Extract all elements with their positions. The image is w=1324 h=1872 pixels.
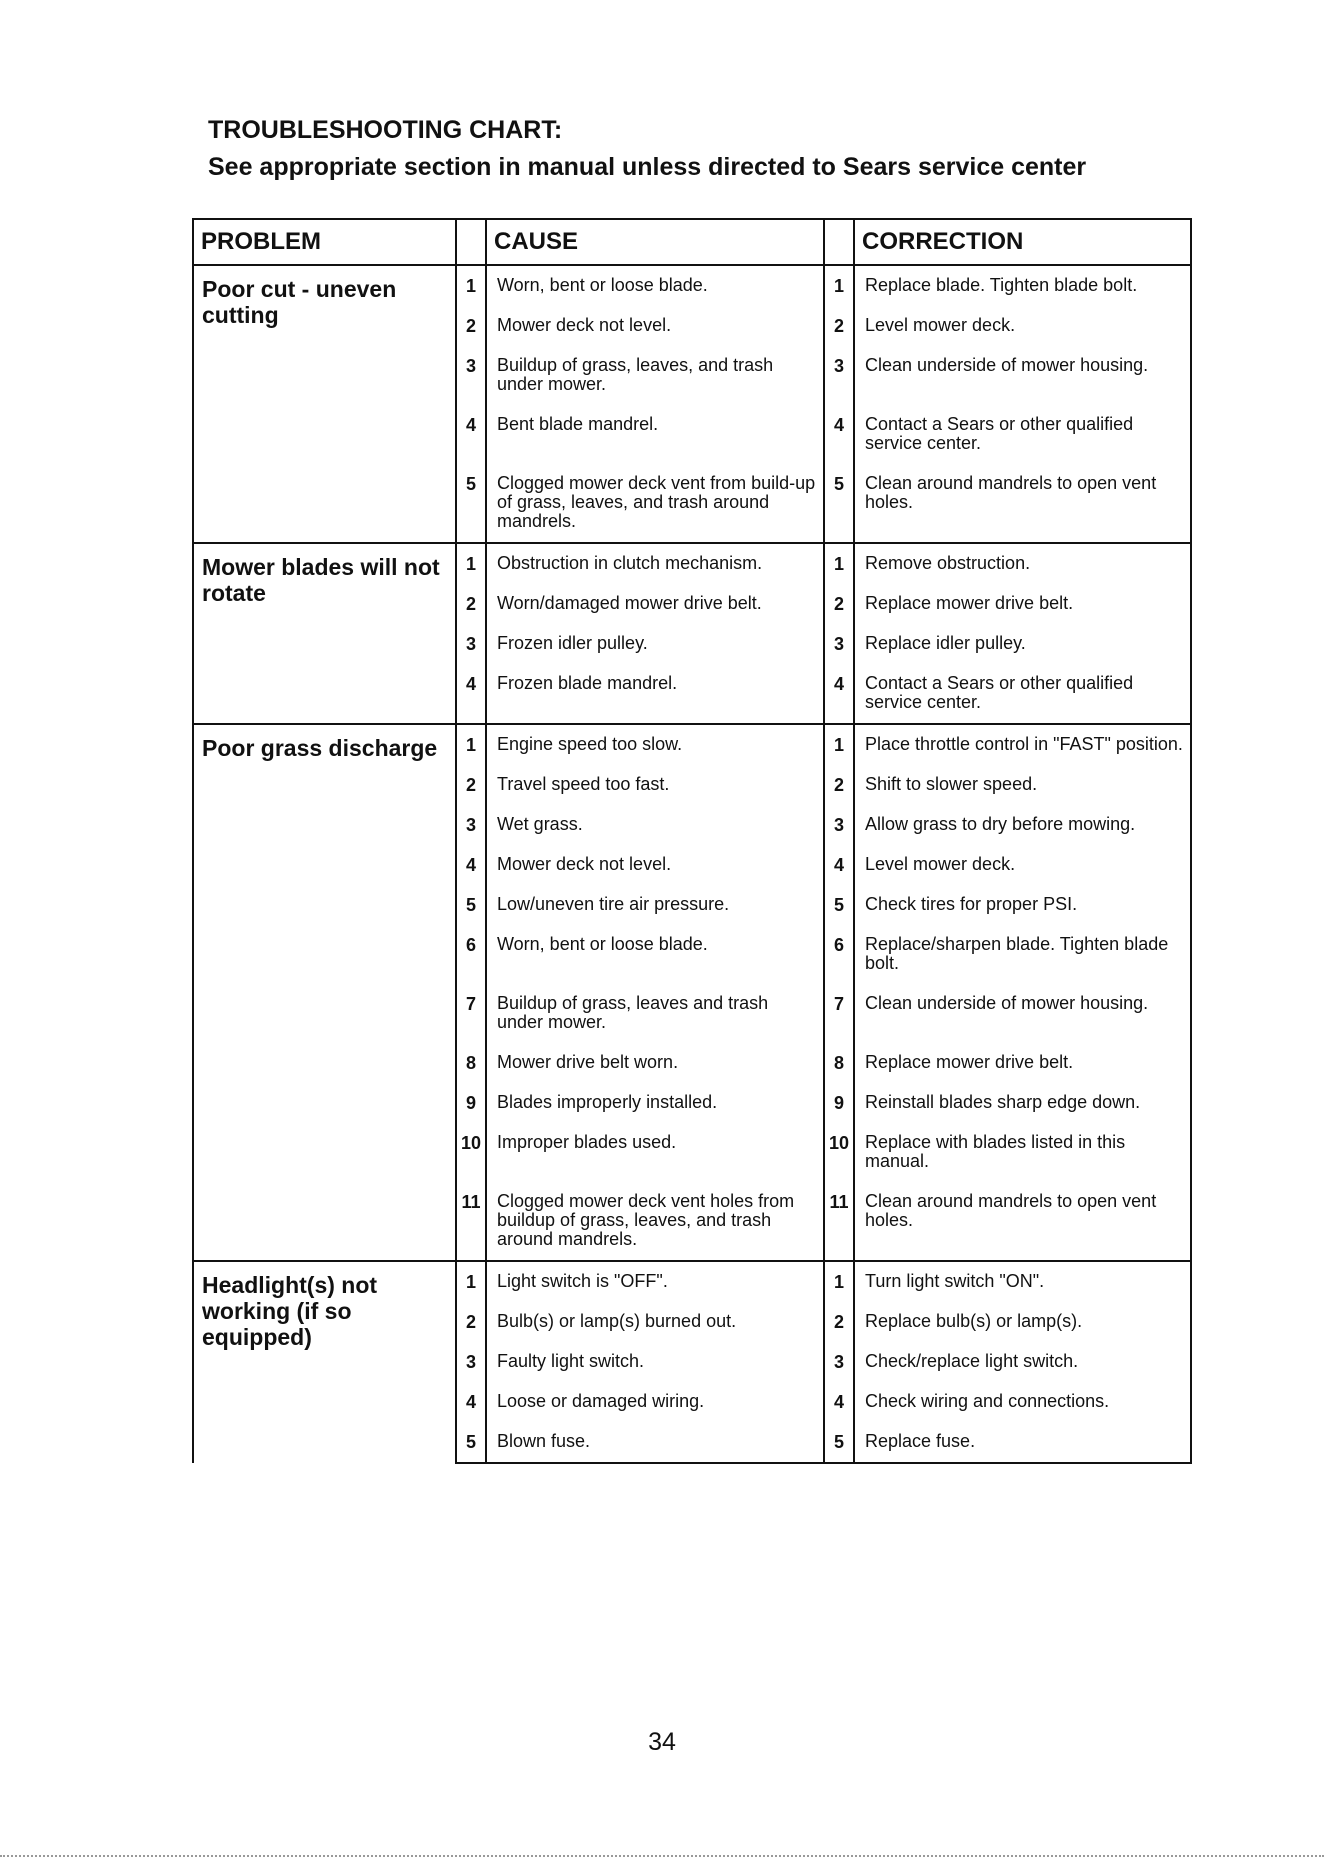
- scan-edge-noise: [0, 1855, 1324, 1857]
- correction-number: 11: [824, 1182, 854, 1261]
- correction-number: 3: [824, 346, 854, 405]
- correction-text: Check tires for proper PSI.: [854, 885, 1191, 925]
- cause-number: 7: [456, 984, 486, 1043]
- cause-number: 2: [456, 584, 486, 624]
- cause-text: Loose or damaged wiring.: [486, 1382, 824, 1422]
- cause-number: 2: [456, 765, 486, 805]
- cause-text: Clogged mower deck vent holes from buildup of grass, leaves, and trash around mandrels.: [486, 1182, 824, 1261]
- cause-text: Buildup of grass, leaves and trash under mower.: [486, 984, 824, 1043]
- cause-number: 1: [456, 1261, 486, 1302]
- cause-number: 5: [456, 464, 486, 543]
- correction-number: 10: [824, 1123, 854, 1182]
- header-cause: CAUSE: [486, 219, 824, 265]
- header-correction-number: [824, 219, 854, 265]
- correction-number: 9: [824, 1083, 854, 1123]
- cause-number: 4: [456, 845, 486, 885]
- correction-number: 5: [824, 1422, 854, 1463]
- cause-text: Blades improperly installed.: [486, 1083, 824, 1123]
- correction-number: 1: [824, 1261, 854, 1302]
- cause-text: Mower deck not level.: [486, 306, 824, 346]
- cause-text: Wet grass.: [486, 805, 824, 845]
- cause-number: 3: [456, 805, 486, 845]
- correction-number: 1: [824, 543, 854, 584]
- cause-number: 1: [456, 265, 486, 306]
- correction-number: 8: [824, 1043, 854, 1083]
- cause-number: 1: [456, 543, 486, 584]
- cause-number: 4: [456, 664, 486, 724]
- problem-cell: Poor cut - uneven cutting: [193, 265, 456, 543]
- problem-cell: Mower blades will not rotate: [193, 543, 456, 724]
- cause-text: Worn, bent or loose blade.: [486, 925, 824, 984]
- cause-text: Improper blades used.: [486, 1123, 824, 1182]
- cause-text: Blown fuse.: [486, 1422, 824, 1463]
- correction-number: 2: [824, 306, 854, 346]
- problem-cell: Headlight(s) not working (if so equipped): [193, 1261, 456, 1463]
- correction-number: 2: [824, 1302, 854, 1342]
- cause-number: 9: [456, 1083, 486, 1123]
- correction-number: 4: [824, 845, 854, 885]
- table-row: [193, 724, 1191, 765]
- correction-text: Place throttle control in "FAST" position.: [854, 724, 1191, 765]
- cause-text: Light switch is "OFF".: [486, 1261, 824, 1302]
- cause-number: 8: [456, 1043, 486, 1083]
- cause-text: Buildup of grass, leaves, and trash under mower.: [486, 346, 824, 405]
- table-body: [193, 265, 1191, 1463]
- cause-text: Bulb(s) or lamp(s) burned out.: [486, 1302, 824, 1342]
- correction-number: 1: [824, 724, 854, 765]
- cause-number: 4: [456, 1382, 486, 1422]
- troubleshooting-table: [192, 218, 1192, 1464]
- cause-text: Worn, bent or loose blade.: [486, 265, 824, 306]
- correction-number: 5: [824, 464, 854, 543]
- cause-number: 4: [456, 405, 486, 464]
- table-row: [193, 543, 1191, 584]
- correction-text: Check/replace light switch.: [854, 1342, 1191, 1382]
- correction-text: Replace blade. Tighten blade bolt.: [854, 265, 1191, 306]
- cause-number: 11: [456, 1182, 486, 1261]
- correction-text: Check wiring and connections.: [854, 1382, 1191, 1422]
- cause-text: Faulty light switch.: [486, 1342, 824, 1382]
- correction-text: Replace/sharpen blade. Tighten blade bolt.: [854, 925, 1191, 984]
- correction-number: 6: [824, 925, 854, 984]
- cause-number: 2: [456, 1302, 486, 1342]
- correction-text: Level mower deck.: [854, 845, 1191, 885]
- table-row: [193, 265, 1191, 306]
- page-subtitle: See appropriate section in manual unless directed to Sears service center: [208, 153, 1087, 181]
- correction-text: Contact a Sears or other qualified service center.: [854, 664, 1191, 724]
- cause-number: 1: [456, 724, 486, 765]
- correction-text: Shift to slower speed.: [854, 765, 1191, 805]
- cause-number: 3: [456, 1342, 486, 1382]
- correction-number: 2: [824, 765, 854, 805]
- cause-number: 3: [456, 346, 486, 405]
- cause-text: Worn/damaged mower drive belt.: [486, 584, 824, 624]
- correction-number: 4: [824, 664, 854, 724]
- correction-number: 3: [824, 805, 854, 845]
- correction-text: Contact a Sears or other qualified service center.: [854, 405, 1191, 464]
- correction-text: Clean around mandrels to open vent holes.: [854, 1182, 1191, 1261]
- cause-text: Mower deck not level.: [486, 845, 824, 885]
- cause-number: 5: [456, 885, 486, 925]
- header-correction: CORRECTION: [854, 219, 1191, 265]
- cause-number: 6: [456, 925, 486, 984]
- problem-cell: Poor grass discharge: [193, 724, 456, 1261]
- header-problem: PROBLEM: [193, 219, 456, 265]
- correction-text: Replace bulb(s) or lamp(s).: [854, 1302, 1191, 1342]
- header-cause-number: [456, 219, 486, 265]
- correction-number: 2: [824, 584, 854, 624]
- cause-text: Engine speed too slow.: [486, 724, 824, 765]
- correction-number: 7: [824, 984, 854, 1043]
- cause-text: Frozen idler pulley.: [486, 624, 824, 664]
- cause-number: 2: [456, 306, 486, 346]
- cause-text: Obstruction in clutch mechanism.: [486, 543, 824, 584]
- cause-number: 3: [456, 624, 486, 664]
- correction-number: 5: [824, 885, 854, 925]
- correction-text: Replace mower drive belt.: [854, 1043, 1191, 1083]
- correction-number: 3: [824, 624, 854, 664]
- correction-text: Remove obstruction.: [854, 543, 1191, 584]
- cause-text: Clogged mower deck vent from build-up of grass, leaves, and trash around mandrels.: [486, 464, 824, 543]
- correction-text: Turn light switch "ON".: [854, 1261, 1191, 1302]
- correction-text: Replace mower drive belt.: [854, 584, 1191, 624]
- cause-number: 5: [456, 1422, 486, 1463]
- correction-text: Replace idler pulley.: [854, 624, 1191, 664]
- correction-text: Reinstall blades sharp edge down.: [854, 1083, 1191, 1123]
- correction-text: Allow grass to dry before mowing.: [854, 805, 1191, 845]
- cause-text: Low/uneven tire air pressure.: [486, 885, 824, 925]
- cause-text: Bent blade mandrel.: [486, 405, 824, 464]
- correction-number: 1: [824, 265, 854, 306]
- correction-text: Replace with blades listed in this manual.: [854, 1123, 1191, 1182]
- correction-text: Clean around mandrels to open vent holes.: [854, 464, 1191, 543]
- page-number: 34: [648, 1728, 676, 1756]
- correction-text: Replace fuse.: [854, 1422, 1191, 1463]
- correction-text: Clean underside of mower housing.: [854, 984, 1191, 1043]
- cause-text: Mower drive belt worn.: [486, 1043, 824, 1083]
- cause-number: 10: [456, 1123, 486, 1182]
- page-title: TROUBLESHOOTING CHART:: [208, 116, 563, 144]
- correction-number: 4: [824, 1382, 854, 1422]
- cause-text: Travel speed too fast.: [486, 765, 824, 805]
- table-row: [193, 1261, 1191, 1302]
- correction-text: Level mower deck.: [854, 306, 1191, 346]
- cause-text: Frozen blade mandrel.: [486, 664, 824, 724]
- correction-text: Clean underside of mower housing.: [854, 346, 1191, 405]
- table-header-row: [193, 219, 1191, 265]
- correction-number: 4: [824, 405, 854, 464]
- correction-number: 3: [824, 1342, 854, 1382]
